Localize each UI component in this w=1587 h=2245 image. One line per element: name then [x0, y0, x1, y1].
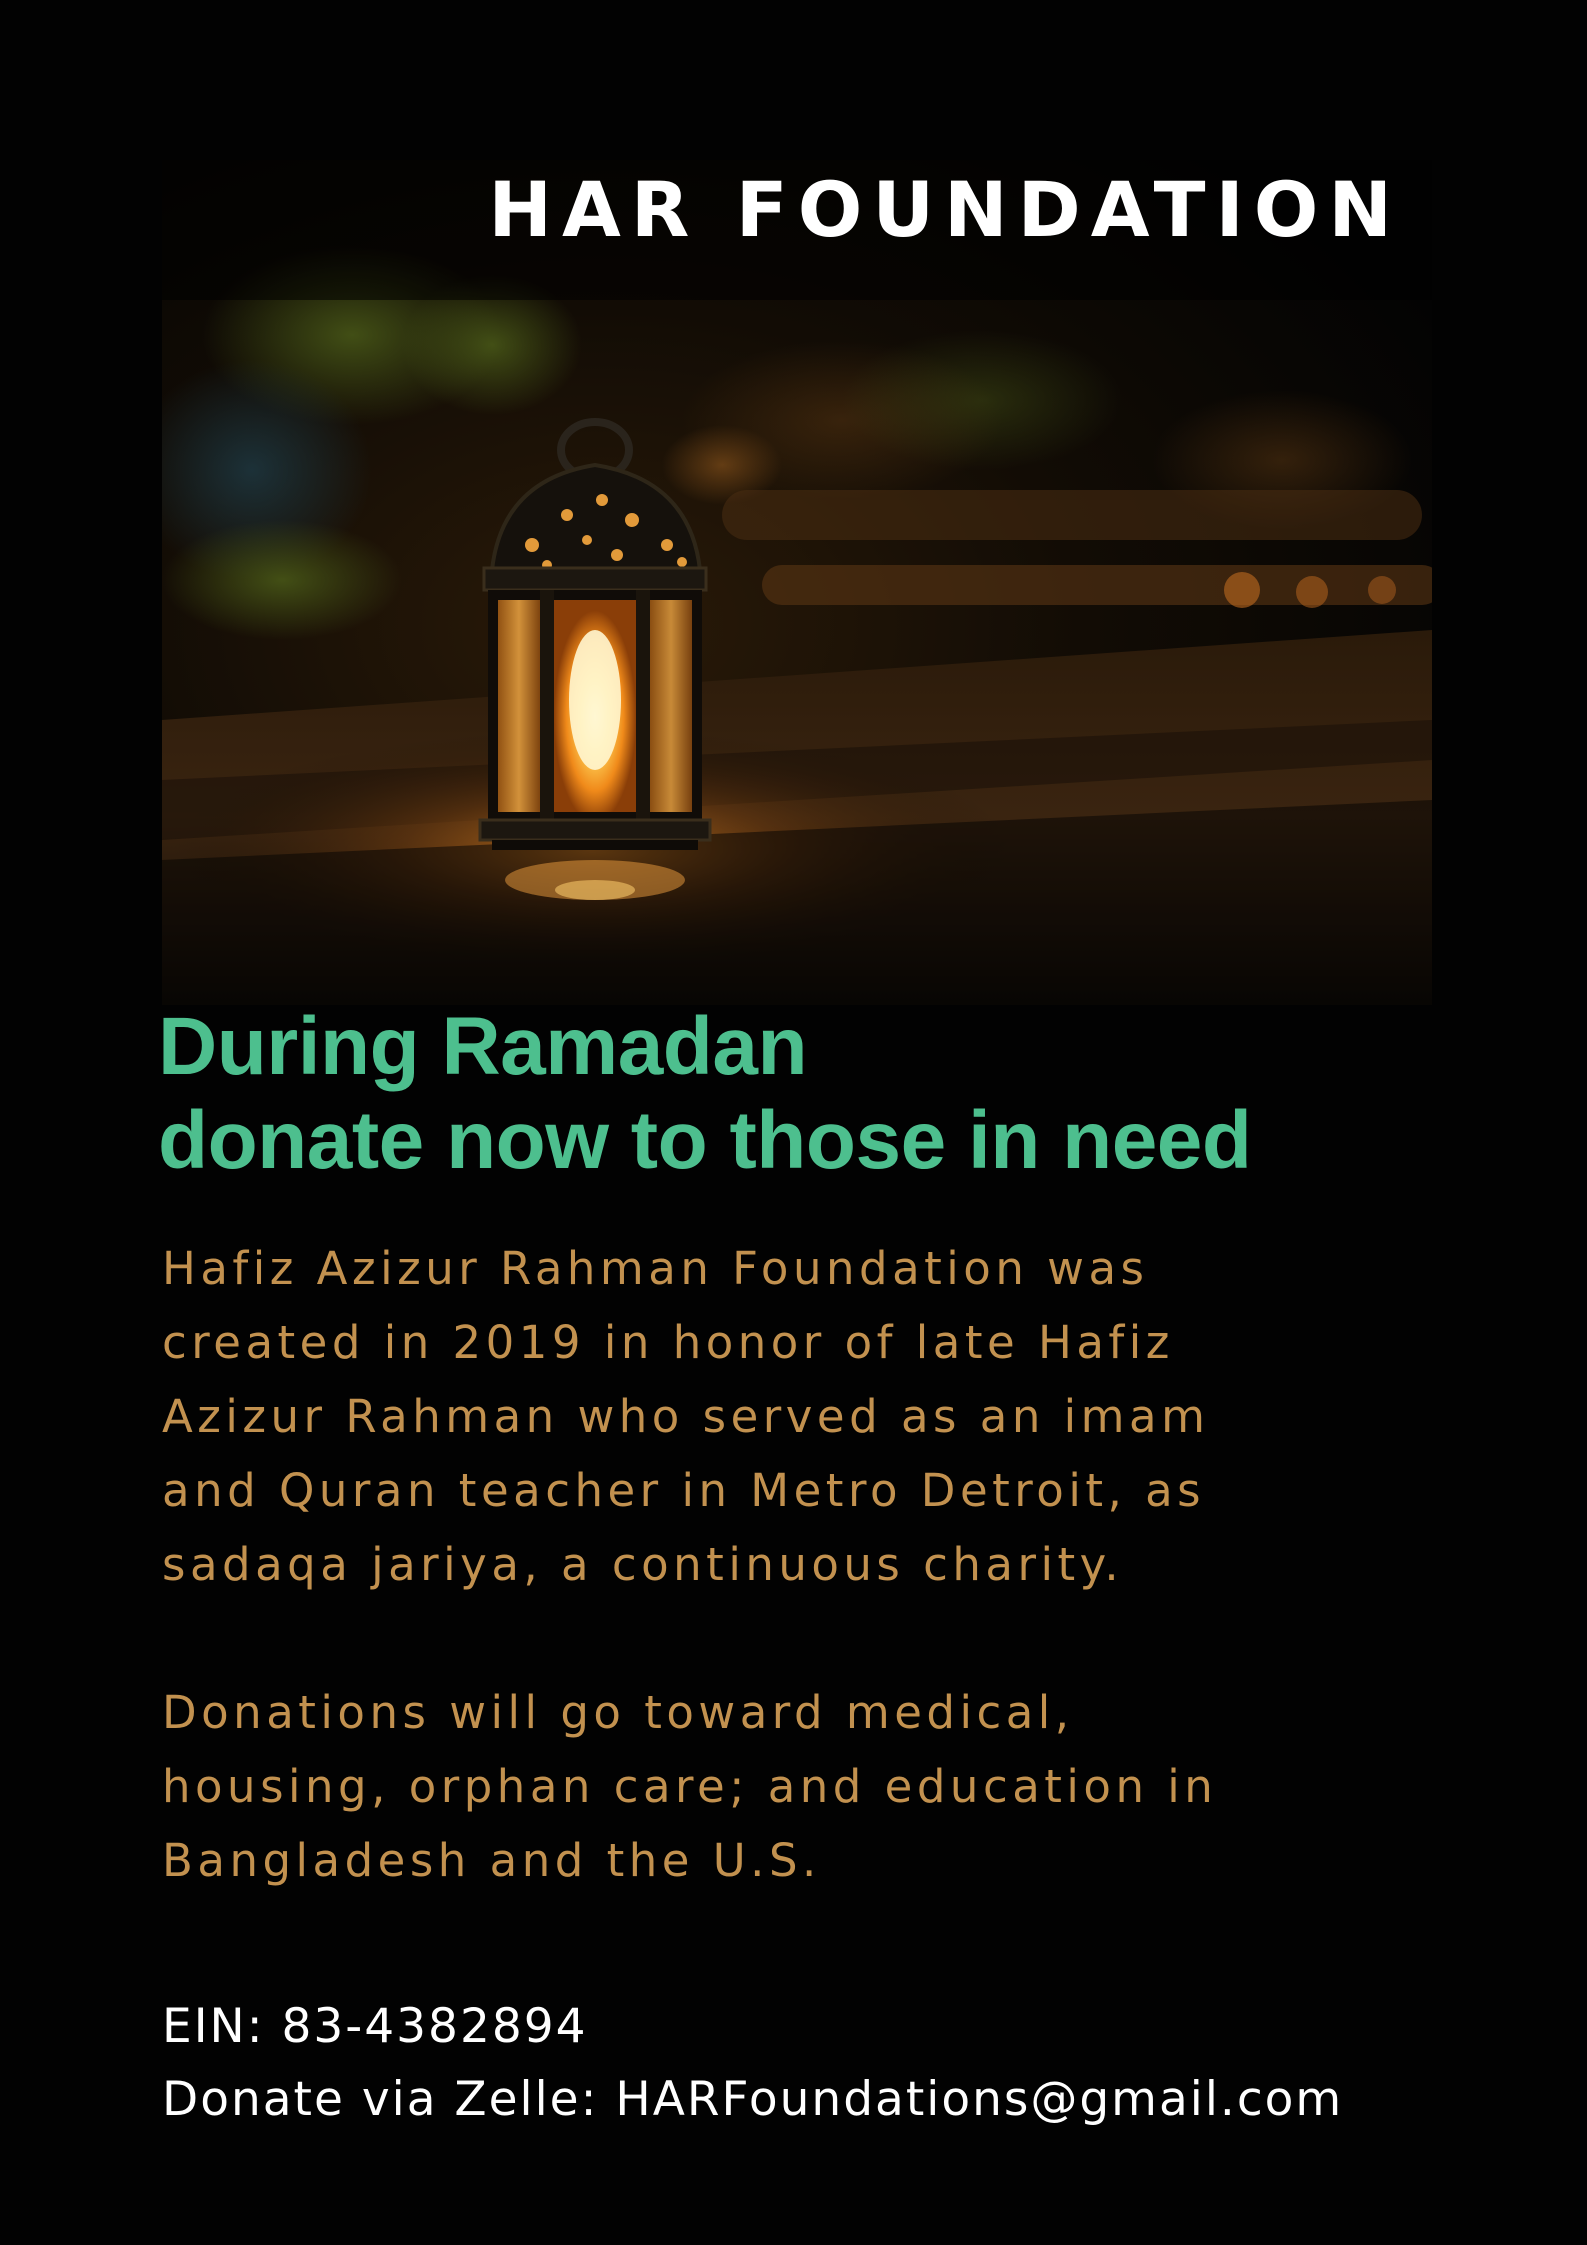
- about-paragraph: [162, 1232, 1462, 1602]
- donations-paragraph: [162, 1676, 1462, 1898]
- about-line: sadaqa jariya, a continuous charity.: [162, 1538, 1124, 1591]
- org-title: HAR FOUNDATION: [488, 165, 1402, 254]
- donations-line: Donations will go toward medical,: [162, 1686, 1074, 1739]
- about-line: and Quran teacher in Metro Detroit, as: [162, 1464, 1206, 1517]
- about-line: created in 2019 in honor of late Hafiz: [162, 1316, 1174, 1369]
- about-line: Hafiz Azizur Rahman Foundation was: [162, 1242, 1149, 1295]
- zelle-email[interactable]: Donate via Zelle: HARFoundations@gmail.com: [162, 2072, 1344, 2127]
- lantern-image: [162, 160, 1432, 1005]
- lantern-photo: [162, 160, 1432, 1005]
- headline: [158, 1000, 1458, 1188]
- contact-info: [162, 1990, 1562, 2136]
- ein-number: EIN: 83-4382894: [162, 1999, 588, 2054]
- donations-line: housing, orphan care; and education in: [162, 1760, 1218, 1813]
- about-line: Azizur Rahman who served as an imam: [162, 1390, 1210, 1443]
- headline-line-2: donate now to those in need: [158, 1095, 1252, 1186]
- donations-line: Bangladesh and the U.S.: [162, 1834, 821, 1887]
- headline-line-1: During Ramadan: [158, 1001, 808, 1092]
